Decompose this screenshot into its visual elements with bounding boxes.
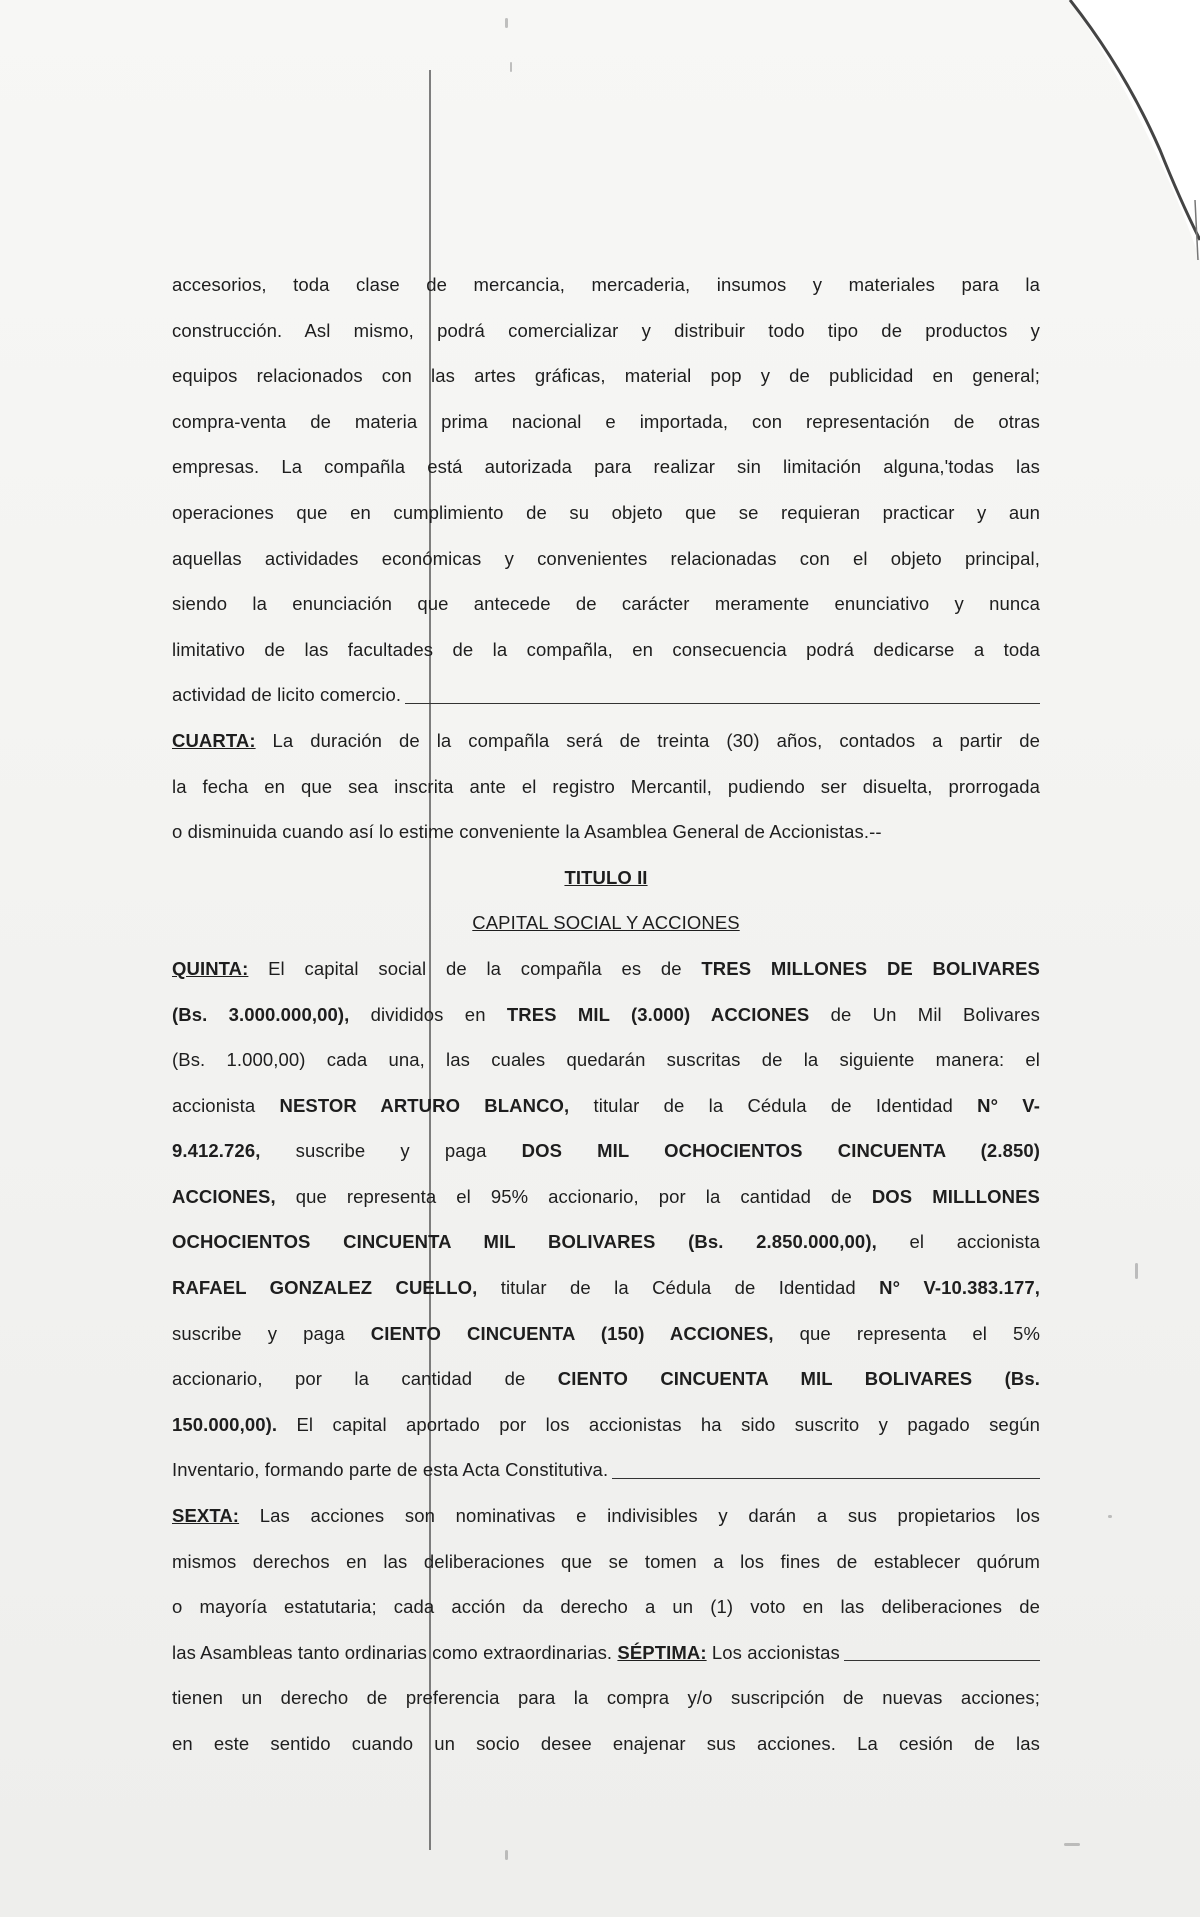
subtitulo-heading: CAPITAL SOCIAL Y ACCIONES <box>472 912 740 934</box>
text-line: (Bs. 1.000,00) cada una, las cuales quedarán suscritas de la siguiente manera: el <box>172 1049 1040 1071</box>
bold-text: CIENTO CINCUENTA MIL BOLIVARES (Bs. <box>557 1368 1040 1390</box>
text-line: aquellas actividades económicas y convenientes relacionadas con el objeto principal, <box>172 547 1040 569</box>
text-line <box>172 992 1040 1038</box>
text-line: Inventario, formando parte de esta Acta Constitutiva. <box>172 1459 609 1481</box>
bold-text: N° V- <box>977 1094 1040 1116</box>
text-line: empresas. La compañla está autorizada para realizar sin limitación alguna,'todas las <box>172 456 1040 478</box>
scan-speck <box>1135 1263 1138 1279</box>
text-line: accesorios, toda clase de mercancia, mercaderia, insumos y materiales para la <box>172 274 1040 295</box>
fill-dash <box>405 702 1040 704</box>
bold-text: CIENTO CINCUENTA (150) ACCIONES, <box>370 1322 774 1344</box>
text-line: equipos relacionados con las artes gráficas, material pop y de publicidad en general; <box>172 365 1040 387</box>
bold-text: OCHOCIENTOS CINCUENTA MIL BOLIVARES (Bs. 2.850.000,00), <box>172 1231 877 1253</box>
bold-text: N° V-10.383.177, <box>879 1277 1040 1299</box>
scan-speck <box>505 1850 508 1860</box>
plain-text: Los accionistas <box>706 1641 840 1663</box>
text-line: compra-venta de materia prima nacional e importada, con representación de otras <box>172 410 1040 432</box>
plain-text: que representa el 95% accionario, por la cantidad de <box>275 1185 872 1207</box>
section-title <box>172 855 1040 901</box>
text-line: o mayoría estatutaria; cada acción da derecho a un (1) voto en las deliberaciones de <box>172 1596 1040 1618</box>
clause-label-quinta: QUINTA: <box>172 957 249 979</box>
clause-text: El capital social de la compañla es de <box>248 957 702 979</box>
plain-text: suscribe y paga <box>260 1140 522 1162</box>
plain-text: El capital aportado por los accionistas ha sido suscrito y pagado según <box>277 1413 1040 1435</box>
plain-text: titular de la Cédula de Identidad <box>569 1094 978 1116</box>
scan-speck <box>505 18 508 28</box>
plain-text: accionista <box>172 1094 280 1116</box>
text-line: mismos derechos en las deliberaciones que se tomen a los fines de establecer quórum <box>172 1550 1040 1572</box>
text-line <box>172 1174 1040 1220</box>
text-line-with-fill <box>172 1447 1040 1493</box>
clause-sexta-line <box>172 1493 1040 1539</box>
scan-speck <box>1108 1515 1112 1518</box>
document-body <box>172 262 1040 1767</box>
clause-text: Las acciones son nominativas e indivisibles y darán a sus propietarios los <box>239 1505 1040 1527</box>
bold-text: (Bs. 3.000.000,00), <box>172 1003 350 1025</box>
text-line: actividad de licito comercio. <box>172 684 402 706</box>
fill-dash <box>844 1659 1040 1661</box>
text-line: construcción. Asl mismo, podrá comercializar y distribuir todo tipo de productos y <box>172 319 1040 341</box>
clause-text: La duración de la compañla será de treinta (30) años, contados a partir de <box>255 729 1040 751</box>
clause-label-cuarta: CUARTA: <box>172 729 256 751</box>
text-line <box>172 1219 1040 1265</box>
text-line-with-fill <box>172 1630 1040 1676</box>
text-line: operaciones que en cumplimiento de su objeto que se requieran practicar y aun <box>172 501 1040 523</box>
text-line <box>172 1128 1040 1174</box>
text-line: o disminuida cuando así lo estime conveniente la Asamblea General de Accionistas.-- <box>172 821 882 843</box>
plain-text: divididos en <box>349 1003 507 1025</box>
bold-text: DOS MILLLONES <box>871 1185 1040 1207</box>
text-line <box>172 1402 1040 1448</box>
bold-text: TRES MILLONES DE BOLIVARES <box>701 957 1040 979</box>
bold-text: TRES MIL (3.000) ACCIONES <box>506 1003 810 1025</box>
text-line: limitativo de las facultades de la compañla, en consecuencia podrá dedicarse a toda <box>172 638 1040 660</box>
plain-text: titular de la Cédula de Identidad <box>477 1277 880 1299</box>
text-line: siendo la enunciación que antecede de carácter meramente enunciativo y nunca <box>172 593 1040 615</box>
bold-text: NESTOR ARTURO BLANCO, <box>279 1094 570 1116</box>
clause-cuarta-line <box>172 718 1040 764</box>
bold-text: RAFAEL GONZALEZ CUELLO, <box>172 1277 478 1299</box>
titulo-heading: TITULO II <box>564 866 648 888</box>
section-subtitle <box>172 900 1040 946</box>
bold-text: 9.412.726, <box>172 1140 261 1162</box>
plain-text: el accionista <box>876 1231 1040 1253</box>
text-line: en este sentido cuando un socio desee enajenar sus acciones. La cesión de las <box>172 1733 1040 1754</box>
clause-label-septima: SÉPTIMA: <box>617 1641 707 1663</box>
text-line <box>172 1265 1040 1311</box>
text-line: tienen un derecho de preferencia para la compra y/o suscripción de nuevas acciones; <box>172 1687 1040 1709</box>
bold-text: 150.000,00). <box>172 1413 278 1435</box>
text-line <box>172 1311 1040 1357</box>
plain-text: suscribe y paga <box>172 1322 371 1344</box>
page-corner-curl <box>1030 0 1200 260</box>
clause-label-sexta: SEXTA: <box>172 1505 240 1527</box>
plain-text: de Un Mil Bolivares <box>809 1003 1040 1025</box>
text-line <box>172 1356 1040 1402</box>
scan-speck <box>1064 1843 1080 1846</box>
bold-text: DOS MIL OCHOCIENTOS CINCUENTA (2.850) <box>521 1140 1040 1162</box>
fill-dash <box>612 1477 1040 1479</box>
bold-text: ACCIONES, <box>172 1185 276 1207</box>
text-line <box>172 1083 1040 1129</box>
text-line: la fecha en que sea inscrita ante el registro Mercantil, pudiendo ser disuelta, prorrogada <box>172 775 1040 797</box>
plain-text: las Asambleas tanto ordinarias como extraordinarias. <box>172 1641 618 1663</box>
plain-text: que representa el 5% <box>773 1322 1040 1344</box>
clause-quinta-line <box>172 946 1040 992</box>
text-line-with-fill <box>172 672 1040 718</box>
scan-speck <box>510 62 512 72</box>
plain-text: accionario, por la cantidad de <box>172 1368 558 1390</box>
